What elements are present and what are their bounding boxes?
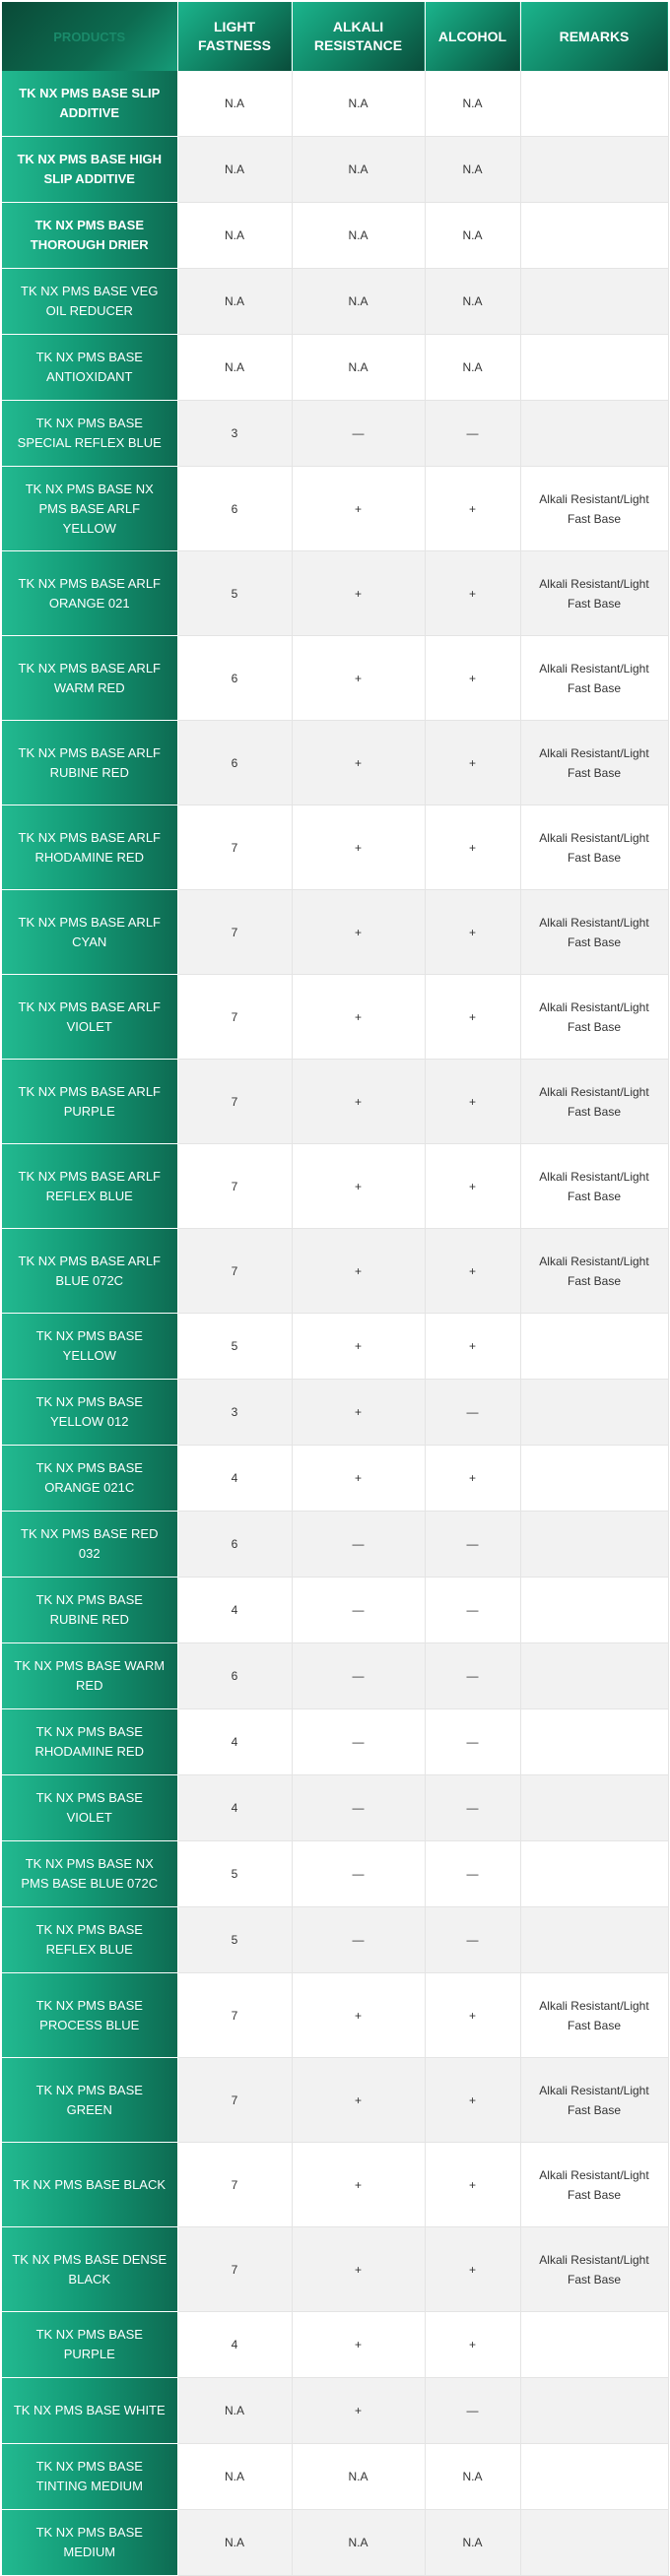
remarks-cell: Alkali Resistant/Light Fast Base bbox=[520, 2227, 668, 2312]
remarks-cell: Alkali Resistant/Light Fast Base bbox=[520, 721, 668, 805]
light-fastness-cell: 7 bbox=[177, 1973, 292, 2058]
remarks-cell: Alkali Resistant/Light Fast Base bbox=[520, 1144, 668, 1229]
alcohol-cell: + bbox=[425, 2312, 520, 2378]
table-row bbox=[2, 2510, 668, 2576]
alcohol-cell: + bbox=[425, 890, 520, 975]
alcohol-cell: + bbox=[425, 1229, 520, 1314]
alcohol-cell: + bbox=[425, 636, 520, 721]
table-row bbox=[2, 203, 668, 269]
alcohol-cell: — bbox=[425, 1775, 520, 1841]
alkali-resistance-cell: + bbox=[292, 467, 425, 551]
product-name-cell: TK NX PMS BASE RHODAMINE RED bbox=[2, 1709, 177, 1775]
product-name-cell: TK NX PMS BASE RUBINE RED bbox=[2, 1578, 177, 1643]
alkali-resistance-cell: N.A bbox=[292, 335, 425, 401]
remarks-cell bbox=[520, 2312, 668, 2378]
remarks-cell: Alkali Resistant/Light Fast Base bbox=[520, 1060, 668, 1144]
remarks-cell bbox=[520, 1512, 668, 1578]
alcohol-cell: + bbox=[425, 721, 520, 805]
table-row bbox=[2, 1380, 668, 1446]
alcohol-cell: — bbox=[425, 2378, 520, 2444]
product-name-cell: TK NX PMS BASE SLIP ADDITIVE bbox=[2, 71, 177, 137]
light-fastness-cell: 4 bbox=[177, 1578, 292, 1643]
remarks-cell: Alkali Resistant/Light Fast Base bbox=[520, 636, 668, 721]
table-row bbox=[2, 1841, 668, 1907]
product-name-cell: TK NX PMS BASE MEDIUM bbox=[2, 2510, 177, 2576]
alcohol-cell: N.A bbox=[425, 2444, 520, 2510]
product-name-cell: TK NX PMS BASE ARLF BLUE 072C bbox=[2, 1229, 177, 1314]
product-name-cell: TK NX PMS BASE TINTING MEDIUM bbox=[2, 2444, 177, 2510]
table-row bbox=[2, 1578, 668, 1643]
table-row bbox=[2, 2227, 668, 2312]
alcohol-cell: — bbox=[425, 401, 520, 467]
alkali-resistance-cell: — bbox=[292, 401, 425, 467]
remarks-cell: Alkali Resistant/Light Fast Base bbox=[520, 1229, 668, 1314]
remarks-cell: Alkali Resistant/Light Fast Base bbox=[520, 2143, 668, 2227]
product-name-cell: TK NX PMS BASE HIGH SLIP ADDITIVE bbox=[2, 137, 177, 203]
table-row bbox=[2, 2378, 668, 2444]
product-name-cell: TK NX PMS BASE GREEN bbox=[2, 2058, 177, 2143]
alkali-resistance-cell: N.A bbox=[292, 71, 425, 137]
alcohol-cell: + bbox=[425, 2227, 520, 2312]
table-row bbox=[2, 2444, 668, 2510]
product-name-cell: TK NX PMS BASE NX PMS BASE BLUE 072C bbox=[2, 1841, 177, 1907]
table-row bbox=[2, 551, 668, 636]
light-fastness-cell: N.A bbox=[177, 2444, 292, 2510]
product-name-cell: TK NX PMS BASE ARLF CYAN bbox=[2, 890, 177, 975]
table-row bbox=[2, 2143, 668, 2227]
remarks-cell bbox=[520, 2444, 668, 2510]
remarks-cell bbox=[520, 203, 668, 269]
table-row bbox=[2, 636, 668, 721]
table-row bbox=[2, 137, 668, 203]
alkali-resistance-cell: N.A bbox=[292, 269, 425, 335]
product-name-cell: TK NX PMS BASE ARLF VIOLET bbox=[2, 975, 177, 1060]
alkali-resistance-cell: + bbox=[292, 1314, 425, 1380]
alkali-resistance-cell: + bbox=[292, 551, 425, 636]
table-row bbox=[2, 975, 668, 1060]
table-row bbox=[2, 1775, 668, 1841]
product-name-cell: TK NX PMS BASE VIOLET bbox=[2, 1775, 177, 1841]
remarks-cell: Alkali Resistant/Light Fast Base bbox=[520, 890, 668, 975]
table-row bbox=[2, 401, 668, 467]
alcohol-cell: — bbox=[425, 1643, 520, 1709]
remarks-cell bbox=[520, 1775, 668, 1841]
alcohol-cell: — bbox=[425, 1841, 520, 1907]
header-light-fastness: LIGHT FASTNESS bbox=[177, 2, 292, 71]
light-fastness-cell: 6 bbox=[177, 1643, 292, 1709]
light-fastness-cell: N.A bbox=[177, 137, 292, 203]
light-fastness-cell: 6 bbox=[177, 1512, 292, 1578]
alkali-resistance-cell: + bbox=[292, 1144, 425, 1229]
table-row bbox=[2, 1229, 668, 1314]
alcohol-cell: + bbox=[425, 805, 520, 890]
product-name-cell: TK NX PMS BASE PROCESS BLUE bbox=[2, 1973, 177, 2058]
alkali-resistance-cell: + bbox=[292, 2058, 425, 2143]
alcohol-cell: + bbox=[425, 1144, 520, 1229]
product-name-cell: TK NX PMS BASE NX PMS BASE ARLF YELLOW bbox=[2, 467, 177, 551]
alcohol-cell: + bbox=[425, 1060, 520, 1144]
header-remarks: REMARKS bbox=[520, 2, 668, 71]
table-row bbox=[2, 1709, 668, 1775]
alcohol-cell: + bbox=[425, 467, 520, 551]
light-fastness-cell: 5 bbox=[177, 1314, 292, 1380]
product-name-cell: TK NX PMS BASE WARM RED bbox=[2, 1643, 177, 1709]
remarks-cell bbox=[520, 335, 668, 401]
remarks-cell bbox=[520, 1841, 668, 1907]
table-row bbox=[2, 1907, 668, 1973]
remarks-cell: Alkali Resistant/Light Fast Base bbox=[520, 467, 668, 551]
remarks-cell bbox=[520, 71, 668, 137]
alkali-resistance-cell: + bbox=[292, 1060, 425, 1144]
alkali-resistance-cell: + bbox=[292, 2227, 425, 2312]
product-name-cell: TK NX PMS BASE YELLOW bbox=[2, 1314, 177, 1380]
alkali-resistance-cell: + bbox=[292, 636, 425, 721]
light-fastness-cell: 3 bbox=[177, 1380, 292, 1446]
light-fastness-cell: 7 bbox=[177, 890, 292, 975]
light-fastness-cell: 7 bbox=[177, 1060, 292, 1144]
light-fastness-cell: 5 bbox=[177, 551, 292, 636]
alcohol-cell: — bbox=[425, 1380, 520, 1446]
light-fastness-cell: 6 bbox=[177, 721, 292, 805]
alkali-resistance-cell: + bbox=[292, 890, 425, 975]
light-fastness-cell: N.A bbox=[177, 269, 292, 335]
product-properties-table-container bbox=[2, 2, 668, 2576]
light-fastness-cell: 6 bbox=[177, 636, 292, 721]
alcohol-cell: + bbox=[425, 975, 520, 1060]
product-properties-table bbox=[2, 2, 669, 2576]
header-row bbox=[2, 2, 668, 71]
alcohol-cell: + bbox=[425, 1314, 520, 1380]
remarks-cell bbox=[520, 269, 668, 335]
alkali-resistance-cell: N.A bbox=[292, 2444, 425, 2510]
remarks-cell bbox=[520, 1709, 668, 1775]
remarks-cell: Alkali Resistant/Light Fast Base bbox=[520, 805, 668, 890]
remarks-cell bbox=[520, 1578, 668, 1643]
table-row bbox=[2, 1643, 668, 1709]
alkali-resistance-cell: + bbox=[292, 805, 425, 890]
remarks-cell bbox=[520, 1643, 668, 1709]
alkali-resistance-cell: — bbox=[292, 1643, 425, 1709]
light-fastness-cell: 4 bbox=[177, 1446, 292, 1512]
header-products: PRODUCTS bbox=[2, 2, 177, 71]
remarks-cell bbox=[520, 1907, 668, 1973]
alkali-resistance-cell: — bbox=[292, 1907, 425, 1973]
product-name-cell: TK NX PMS BASE RED 032 bbox=[2, 1512, 177, 1578]
table-row bbox=[2, 1314, 668, 1380]
alkali-resistance-cell: + bbox=[292, 2312, 425, 2378]
alcohol-cell: — bbox=[425, 1907, 520, 1973]
remarks-cell: Alkali Resistant/Light Fast Base bbox=[520, 1973, 668, 2058]
header-alkali-resistance: ALKALI RESISTANCE bbox=[292, 2, 425, 71]
product-name-cell: TK NX PMS BASE BLACK bbox=[2, 2143, 177, 2227]
remarks-cell bbox=[520, 1380, 668, 1446]
alcohol-cell: — bbox=[425, 1578, 520, 1643]
table-row bbox=[2, 1144, 668, 1229]
alcohol-cell: N.A bbox=[425, 335, 520, 401]
alcohol-cell: + bbox=[425, 2058, 520, 2143]
product-name-cell: TK NX PMS BASE ARLF WARM RED bbox=[2, 636, 177, 721]
alkali-resistance-cell: + bbox=[292, 2143, 425, 2227]
alcohol-cell: — bbox=[425, 1709, 520, 1775]
light-fastness-cell: 5 bbox=[177, 1907, 292, 1973]
light-fastness-cell: 7 bbox=[177, 1229, 292, 1314]
light-fastness-cell: N.A bbox=[177, 335, 292, 401]
table-row bbox=[2, 1512, 668, 1578]
product-name-cell: TK NX PMS BASE ANTIOXIDANT bbox=[2, 335, 177, 401]
alkali-resistance-cell: + bbox=[292, 1229, 425, 1314]
product-name-cell: TK NX PMS BASE VEG OIL REDUCER bbox=[2, 269, 177, 335]
light-fastness-cell: 7 bbox=[177, 2227, 292, 2312]
alcohol-cell: + bbox=[425, 2143, 520, 2227]
remarks-cell bbox=[520, 137, 668, 203]
product-name-cell: TK NX PMS BASE ARLF REFLEX BLUE bbox=[2, 1144, 177, 1229]
alkali-resistance-cell: — bbox=[292, 1709, 425, 1775]
table-row bbox=[2, 805, 668, 890]
header-alcohol: ALCOHOL bbox=[425, 2, 520, 71]
remarks-cell: Alkali Resistant/Light Fast Base bbox=[520, 551, 668, 636]
alcohol-cell: N.A bbox=[425, 203, 520, 269]
light-fastness-cell: 5 bbox=[177, 1841, 292, 1907]
product-name-cell: TK NX PMS BASE ARLF PURPLE bbox=[2, 1060, 177, 1144]
table-row bbox=[2, 1446, 668, 1512]
light-fastness-cell: 4 bbox=[177, 2312, 292, 2378]
alcohol-cell: + bbox=[425, 1446, 520, 1512]
product-name-cell: TK NX PMS BASE SPECIAL REFLEX BLUE bbox=[2, 401, 177, 467]
table-row bbox=[2, 1973, 668, 2058]
light-fastness-cell: N.A bbox=[177, 203, 292, 269]
product-name-cell: TK NX PMS BASE ARLF RUBINE RED bbox=[2, 721, 177, 805]
light-fastness-cell: 7 bbox=[177, 1144, 292, 1229]
product-name-cell: TK NX PMS BASE YELLOW 012 bbox=[2, 1380, 177, 1446]
product-name-cell: TK NX PMS BASE THOROUGH DRIER bbox=[2, 203, 177, 269]
alkali-resistance-cell: + bbox=[292, 1380, 425, 1446]
light-fastness-cell: 7 bbox=[177, 2143, 292, 2227]
alkali-resistance-cell: + bbox=[292, 975, 425, 1060]
alkali-resistance-cell: N.A bbox=[292, 203, 425, 269]
product-name-cell: TK NX PMS BASE ORANGE 021C bbox=[2, 1446, 177, 1512]
light-fastness-cell: 4 bbox=[177, 1709, 292, 1775]
product-name-cell: TK NX PMS BASE PURPLE bbox=[2, 2312, 177, 2378]
light-fastness-cell: N.A bbox=[177, 2510, 292, 2576]
table-row bbox=[2, 2312, 668, 2378]
remarks-cell bbox=[520, 2378, 668, 2444]
light-fastness-cell: 6 bbox=[177, 467, 292, 551]
alkali-resistance-cell: — bbox=[292, 1841, 425, 1907]
remarks-cell bbox=[520, 1446, 668, 1512]
table-body bbox=[2, 71, 668, 2576]
alkali-resistance-cell: N.A bbox=[292, 137, 425, 203]
alcohol-cell: + bbox=[425, 551, 520, 636]
alkali-resistance-cell: N.A bbox=[292, 2510, 425, 2576]
alkali-resistance-cell: + bbox=[292, 721, 425, 805]
alcohol-cell: N.A bbox=[425, 71, 520, 137]
alcohol-cell: N.A bbox=[425, 2510, 520, 2576]
alkali-resistance-cell: + bbox=[292, 2378, 425, 2444]
product-name-cell: TK NX PMS BASE DENSE BLACK bbox=[2, 2227, 177, 2312]
alcohol-cell: + bbox=[425, 1973, 520, 2058]
alkali-resistance-cell: — bbox=[292, 1512, 425, 1578]
table-row bbox=[2, 335, 668, 401]
table-row bbox=[2, 1060, 668, 1144]
remarks-cell bbox=[520, 1314, 668, 1380]
table-row bbox=[2, 890, 668, 975]
table-row bbox=[2, 467, 668, 551]
light-fastness-cell: N.A bbox=[177, 2378, 292, 2444]
light-fastness-cell: 4 bbox=[177, 1775, 292, 1841]
table-row bbox=[2, 71, 668, 137]
alkali-resistance-cell: + bbox=[292, 1973, 425, 2058]
table-row bbox=[2, 269, 668, 335]
product-name-cell: TK NX PMS BASE ARLF ORANGE 021 bbox=[2, 551, 177, 636]
remarks-cell bbox=[520, 2510, 668, 2576]
alcohol-cell: — bbox=[425, 1512, 520, 1578]
table-header bbox=[2, 2, 668, 71]
remarks-cell bbox=[520, 401, 668, 467]
alkali-resistance-cell: + bbox=[292, 1446, 425, 1512]
product-name-cell: TK NX PMS BASE REFLEX BLUE bbox=[2, 1907, 177, 1973]
alcohol-cell: N.A bbox=[425, 137, 520, 203]
alkali-resistance-cell: — bbox=[292, 1578, 425, 1643]
remarks-cell: Alkali Resistant/Light Fast Base bbox=[520, 2058, 668, 2143]
product-name-cell: TK NX PMS BASE ARLF RHODAMINE RED bbox=[2, 805, 177, 890]
alcohol-cell: N.A bbox=[425, 269, 520, 335]
light-fastness-cell: 3 bbox=[177, 401, 292, 467]
light-fastness-cell: 7 bbox=[177, 805, 292, 890]
light-fastness-cell: 7 bbox=[177, 2058, 292, 2143]
alkali-resistance-cell: — bbox=[292, 1775, 425, 1841]
light-fastness-cell: 7 bbox=[177, 975, 292, 1060]
table-row bbox=[2, 2058, 668, 2143]
light-fastness-cell: N.A bbox=[177, 71, 292, 137]
product-name-cell: TK NX PMS BASE WHITE bbox=[2, 2378, 177, 2444]
table-row bbox=[2, 721, 668, 805]
remarks-cell: Alkali Resistant/Light Fast Base bbox=[520, 975, 668, 1060]
